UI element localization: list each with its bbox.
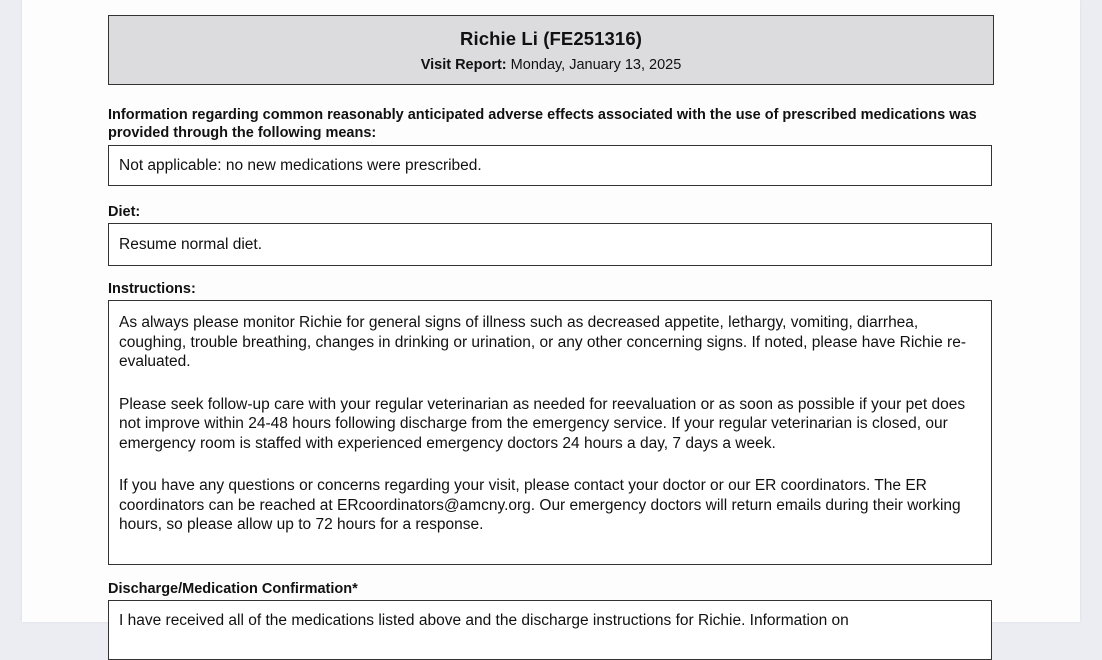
diet-value: Resume normal diet. [119,235,263,253]
adverse-effects-field [108,145,992,186]
diet-label: Diet: [108,204,141,220]
instructions-label: Instructions: [108,281,196,297]
document-page [22,0,1080,629]
visit-date: Monday, January 13, 2025 [510,57,682,73]
instructions-field [108,300,992,565]
report-header [108,15,994,85]
adverse-effects-label: Information regarding common reasonably anticipated adverse effects associated with the use of prescribed medications was provided through the following means: [108,107,977,141]
confirmation-label: Discharge/Medication Confirmation* [108,581,358,597]
diet-field [108,223,992,266]
patient-title: Richie Li (FE251316) [460,28,642,49]
instructions-paragraph: If you have any questions or concerns regarding your visit, please contact your doctor or our ER coordinators. The ER coordinators can be reached at ERcoordinators@amcny.org. Our emergency doctors will return emails during their working hours, so please allow up to 72 hours for a response. [119,477,961,533]
instructions-paragraph: Please seek follow-up care with your regular veterinarian as needed for reevaluation or as soon as possible if your pet does not improve within 24-48 hours following discharge from the emergency service. If your regular veterinarian is closed, our emergency room is staffed with experienced emergency doctors 24 hours a day, 7 days a week. [119,395,966,452]
confirmation-value: I have received all of the medications listed above and the discharge instructions for Richie. Information on [119,612,849,629]
instructions-paragraph: As always please monitor Richie for general signs of illness such as decreased appetite, lethargy, vomiting, diarrhea, coughing, trouble breathing, changes in drinking or urination, or any other concerning signs. If noted, please have Richie re-evaluated. [119,314,966,370]
visit-report-line [109,57,993,73]
confirmation-field [108,600,992,660]
adverse-effects-value: Not applicable: no new medications were prescribed. [119,156,482,174]
visit-report-label: Visit Report: [420,57,507,73]
